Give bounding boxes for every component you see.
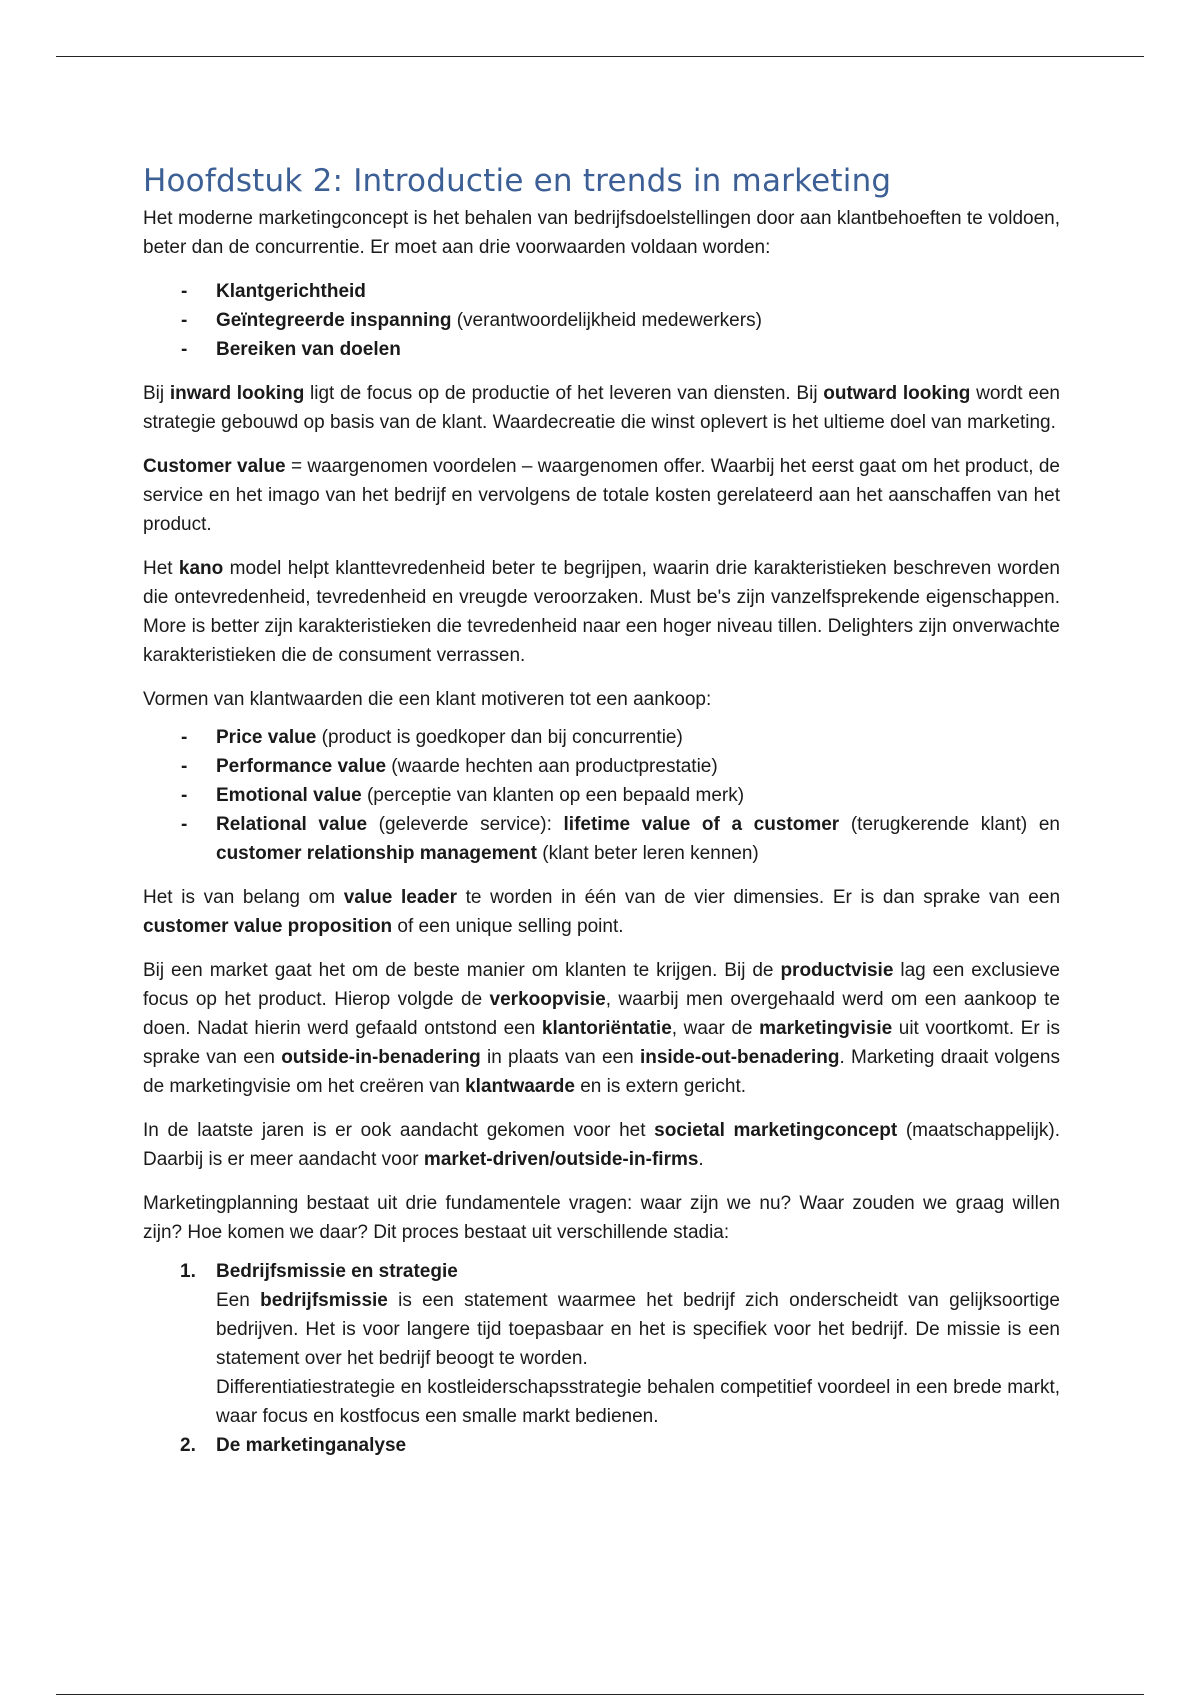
customer-value-paragraph: Customer value = waargenomen voordelen – waargenomen offer. Waarbij het eerst gaat om het product, de service en het imago van het bedrijf en vervolgens de totale kosten gerelateerd aan het aanschaffen van het product.: [143, 456, 1061, 535]
list-item: - Price value (product is goedkoper dan bij concurrentie): [143, 723, 1060, 752]
list-item: - Klantgerichtheid: [143, 277, 1060, 306]
value-leader-paragraph: Het is van belang om value leader te worden in één van de vier dimensies. Er is dan sprake van een customer value proposition of een unique selling point.: [143, 887, 1061, 937]
planning-paragraph: Marketingplanning bestaat uit drie fundamentele vragen: waar zijn we nu? Waar zouden we graag willen zijn? Hoe komen we daar? Dit proces bestaat uit verschillende stadia:: [143, 1193, 1060, 1243]
vormen-paragraph: Vormen van klantwaarden die een klant motiveren tot een aankoop:: [143, 689, 712, 710]
page-title: Hoofdstuk 2: Introductie en trends in marketing: [143, 163, 892, 199]
list-item: 2. De marketinganalyse: [180, 1435, 407, 1456]
conditions-list: [143, 277, 1060, 364]
list-item: - Relational value (geleverde service): lifetime value of a customer (terugkerende klant) en customer relationship management (klant beter leren kennen): [143, 810, 1060, 868]
list-item: - Geïntegreerde inspanning (verantwoordelijkheid medewerkers): [143, 306, 1060, 335]
list-item: - Bereiken van doelen: [143, 335, 1060, 364]
societal-paragraph: In de laatste jaren is er ook aandacht gekomen voor het societal marketingconcept (maatschappelijk). Daarbij is er meer aandacht voor market-driven/outside-in-firms.: [143, 1120, 1060, 1170]
header-rule: [56, 56, 1144, 57]
market-paragraph: Bij een market gaat het om de beste manier om klanten te krijgen. Bij de productvisie lag een exclusieve focus op het product. Hierop volgde de verkoopvisie, waarbij men overgehaald werd om een aankoop te doen. Nadat hierin werd gefaald ontstond een klantoriëntatie, waar de marketingvisie uit voortkomt. Er is sprake van een outside-in-benadering in plaats van een inside-out-benadering. Marketing draait volgens de marketingvisie om het creëren van klantwaarde en is extern gericht.: [143, 960, 1061, 1097]
kano-paragraph: Het kano model helpt klanttevredenheid beter te begrijpen, waarin drie karakteristieken beschreven worden die ontevredenheid, tevredenheid en vreugde veroorzaken. Must be's zijn vanzelfsprekende eigenschappen. More is better zijn karakteristieken die tevredenheid naar een hoger niveau tillen. Delighters zijn onverwachte karakteristieken die de consument verrassen.: [143, 558, 1060, 666]
intro-paragraph: Het moderne marketingconcept is het behalen van bedrijfsdoelstellingen door aan klantbehoeften te voldoen, beter dan de concurrentie. Er moet aan drie voorwaarden voldaan worden:: [143, 208, 1060, 258]
list-item: - Emotional value (perceptie van klanten op een bepaald merk): [143, 781, 1060, 810]
stages-list: [143, 1257, 1060, 1460]
list-item: 1. Bedrijfsmissie en strategie Een bedrijfsmissie is een statement waarmee het bedrijf zich onderscheidt van gelijksoortige bedrijven. Het is voor langere tijd toepasbaar en het is specifiek voor het bedrijf. De missie is een statement over het bedrijf beoogt te worden. Differentiatiestrategie en kostleiderschapsstrategie behalen competitief voordeel in een brede markt, waar focus en kostfocus een smalle markt bedienen.: [143, 1257, 1060, 1431]
stage-strategy: Differentiatiestrategie en kostleiderschapsstrategie behalen competitief voordeel in een brede markt, waar focus en kostfocus een smalle markt bedienen.: [216, 1377, 1060, 1427]
document-body: [143, 160, 1060, 1460]
stage-description: Een bedrijfsmissie is een statement waarmee het bedrijf zich onderscheidt van gelijksoortige bedrijven. Het is voor langere tijd toepasbaar en het is specifiek voor het bedrijf. De missie is een statement over het bedrijf beoogt te worden.: [216, 1290, 1060, 1369]
footer-rule: [56, 1694, 1144, 1695]
inward-outward-paragraph: Bij inward looking ligt de focus op de productie of het leveren van diensten. Bij outward looking wordt een strategie gebouwd op basis van de klant. Waardecreatie die winst oplevert is het ultieme doel van marketing.: [143, 383, 1060, 433]
values-list: [143, 723, 1060, 868]
list-item: - Performance value (waarde hechten aan productprestatie): [143, 752, 1060, 781]
